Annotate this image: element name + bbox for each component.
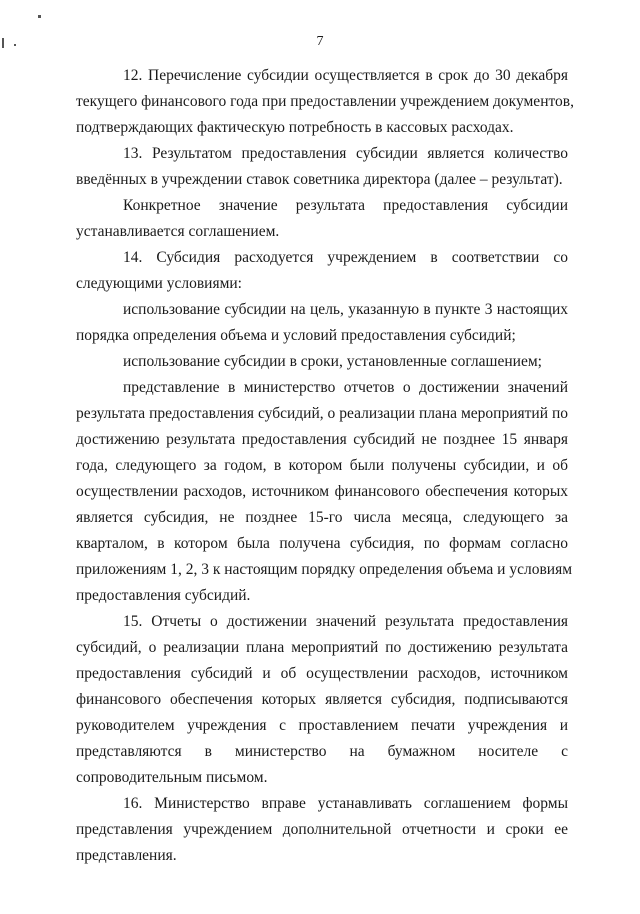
- text-line: подтверждающих фактическую потребность в кассовых расходах.: [76, 119, 514, 136]
- text-line: текущего финансового года при предоставлении учреждением документов,: [76, 93, 574, 110]
- paragraph-13: [76, 141, 568, 193]
- text-line: 13. Результатом предоставления субсидии является количество: [123, 145, 568, 162]
- text-line: результата предоставления субсидий, о реализации плана мероприятий по: [76, 405, 568, 422]
- text-line: устанавливается соглашением.: [76, 223, 280, 240]
- scan-mark: [2, 38, 4, 48]
- text-line: руководителем учреждения с проставлением печати учреждения и: [76, 717, 568, 734]
- page-number: 7: [316, 34, 324, 49]
- text-line: представление в министерство отчетов о достижении значений: [123, 379, 568, 396]
- paragraph-14-condition-purpose: [76, 297, 568, 349]
- text-line: 16. Министерство вправе устанавливать соглашением формы: [123, 795, 568, 812]
- text-line: 14. Субсидия расходуется учреждением в соответствии со: [123, 249, 568, 266]
- text-line: 15. Отчеты о достижении значений результата предоставления: [123, 613, 568, 630]
- paragraph-13-result-value: [76, 193, 568, 245]
- text-line: следующими условиями:: [76, 275, 242, 292]
- text-line: года, следующего за годом, в котором были получены субсидии, и об: [76, 457, 568, 474]
- scan-mark: [38, 15, 41, 18]
- text-line: предоставления субсидий.: [76, 587, 251, 604]
- text-line: достижению результата предоставления субсидий не позднее 15 января: [76, 431, 568, 448]
- text-line: использование субсидии в сроки, установленные соглашением;: [123, 353, 542, 370]
- text-line: порядка определения объема и условий предоставления субсидий;: [76, 327, 516, 344]
- text-line: использование субсидии на цель, указанную в пункте 3 настоящих: [123, 301, 568, 318]
- text-line: субсидий, о реализации плана мероприятий по достижению результата: [76, 639, 568, 656]
- paragraph-16: [76, 791, 568, 869]
- text-line: введённых в учреждении ставок советника директора (далее – результат).: [76, 171, 563, 188]
- text-line: представления учреждением дополнительной отчетности и сроки ее: [76, 821, 568, 838]
- text-line: кварталом, в котором была получена субсидия, по формам согласно: [76, 535, 568, 552]
- scan-mark: [14, 44, 16, 46]
- text-line: сопроводительным письмом.: [76, 769, 268, 786]
- text-line: 12. Перечисление субсидии осуществляется в срок до 30 декабря: [123, 67, 568, 84]
- paragraph-12: [76, 63, 574, 141]
- text-line: осуществлении расходов, источником финансового обеспечения которых: [76, 483, 568, 500]
- paragraph-14: [76, 245, 568, 297]
- text-line: предоставления субсидий и об осуществлении расходов, источником: [76, 665, 568, 682]
- text-line: является субсидия, не позднее 15-го числа месяца, следующего за: [76, 509, 568, 526]
- text-line: Конкретное значение результата предоставления субсидии: [123, 197, 568, 214]
- paragraph-14-condition-deadline: [76, 349, 568, 375]
- paragraph-14-condition-reports: [76, 375, 573, 609]
- document-body: [76, 63, 574, 869]
- text-line: представления.: [76, 847, 177, 864]
- text-line: представляются в министерство на бумажном носителе с: [76, 743, 568, 760]
- text-line: финансового обеспечения которых является субсидия, подписываются: [76, 691, 568, 708]
- paragraph-15: [76, 609, 568, 791]
- text-line: приложениям 1, 2, 3 к настоящим порядку определения объема и условиям: [76, 561, 573, 578]
